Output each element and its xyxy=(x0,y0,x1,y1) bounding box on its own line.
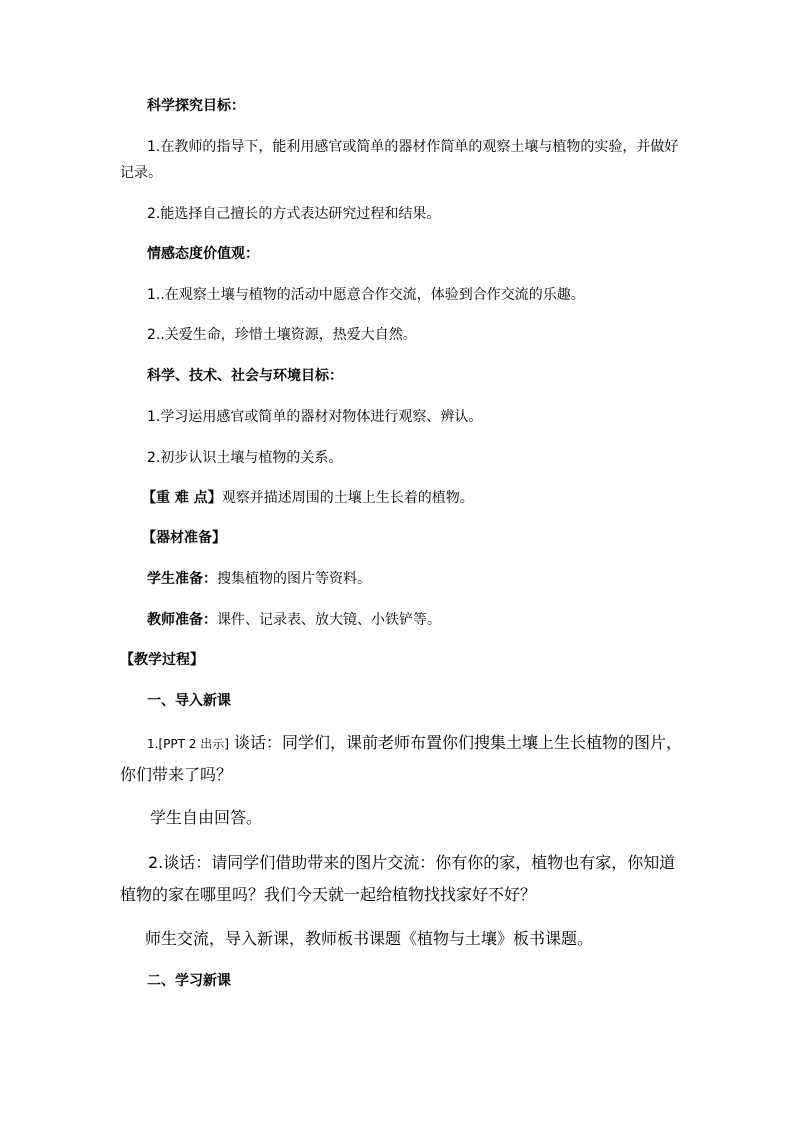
equipment-title: 【器材准备】 xyxy=(142,530,226,546)
sci-goal-item-1: 1.在教师的指导下，能利用感官或简单的器材作简单的观察土壤与植物的实验，并做好 xyxy=(147,139,679,155)
key-points xyxy=(142,489,474,507)
teacher-student-exchange: 师生交流，导入新课，教师板书课题《植物与土壤》板书课题。 xyxy=(145,929,594,948)
sci-goal-title: 科学探究目标： xyxy=(147,98,245,114)
step-1 xyxy=(147,733,682,754)
teacher-prep xyxy=(147,611,441,629)
emotion-title: 情感态度价值观： xyxy=(147,246,259,262)
key-points-label: 【重 难 点】 xyxy=(142,490,222,506)
stse-title: 科学、技术、社会与环境目标： xyxy=(147,368,343,384)
step-1-cont: 你们带来了吗？ xyxy=(120,765,233,784)
stse-item-1: 1.学习运用感官或简单的器材对物体进行观察、辨认。 xyxy=(147,409,483,425)
sci-goal-item-1-cont: 记录。 xyxy=(120,165,162,181)
student-answer: 学生自由回答。 xyxy=(150,808,263,827)
student-prep xyxy=(147,570,371,588)
student-prep-label: 学生准备： xyxy=(147,571,217,587)
step-2-cont: 植物的家在哪里吗？我们今天就一起给植物找找家好不好？ xyxy=(120,885,537,904)
teacher-prep-label: 教师准备： xyxy=(147,612,217,628)
teacher-prep-text: 课件、记录表、放大镜、小铁铲等。 xyxy=(217,612,441,628)
section-2-title: 二、学习新课 xyxy=(147,973,231,989)
process-title: 【教学过程】 xyxy=(120,652,204,668)
emotion-item-1: 1..在观察土壤与植物的活动中愿意合作交流，体验到合作交流的乐趣。 xyxy=(147,287,585,303)
stse-item-2: 2.初步认识土壤与植物的关系。 xyxy=(147,450,343,466)
step-1-text: 谈话：同学们，课前老师布置你们搜集土壤上生长植物的图片， xyxy=(233,733,682,752)
key-points-text: 观察并描述周围的土壤上生长着的植物。 xyxy=(221,490,474,506)
student-prep-text: 搜集植物的图片等资料。 xyxy=(217,571,371,587)
section-1-title: 一、导入新课 xyxy=(147,693,231,709)
emotion-item-2: 2..关爱生命，珍惜土壤资源，热爱大自然。 xyxy=(147,327,417,343)
step-2: 2.谈话：请同学们借助带来的图片交流：你有你的家，植物也有家，你知道 xyxy=(148,853,676,872)
step-1-prefix: 1.[PPT 2 出示] xyxy=(147,737,229,751)
sci-goal-item-2: 2.能选择自己擅长的方式表达研究过程和结果。 xyxy=(147,206,441,222)
